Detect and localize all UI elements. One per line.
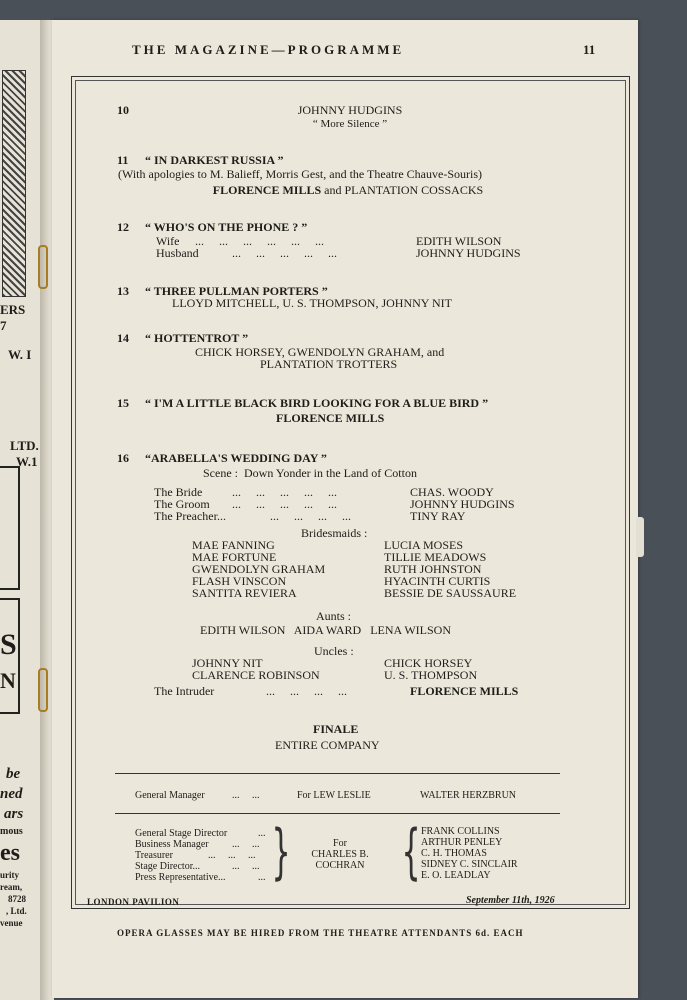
- act-title: “ IN DARKEST RUSSIA ”: [145, 153, 284, 167]
- role-dots: ... ... ... ... ... ...: [195, 234, 324, 248]
- uncle-name: CHICK HORSEY: [384, 656, 473, 670]
- left-ad-box: [0, 466, 20, 590]
- role-actor: JOHNNY HUDGINS: [416, 246, 521, 260]
- left-fragment: ars: [4, 806, 24, 822]
- decorative-border-pattern: [2, 70, 26, 297]
- act-number: 12: [117, 220, 129, 234]
- role-actor: JOHNNY HUDGINS: [410, 497, 515, 511]
- act-number: 11: [117, 153, 129, 167]
- act-performers: [118, 183, 578, 197]
- staff-dots: ... ... ...: [208, 850, 256, 861]
- act-scene: Scene : Down Yonder in the Land of Cotton: [203, 466, 417, 480]
- left-fragment: urity: [0, 870, 19, 880]
- act-title: “ WHO'S ON THE PHONE ? ”: [145, 220, 308, 234]
- act-number: 15: [117, 396, 129, 410]
- role-name: The Groom: [154, 497, 210, 511]
- programme-date: September 11th, 1926: [466, 895, 555, 906]
- act-number: 13: [117, 284, 129, 298]
- bridesmaid-name: TILLIE MEADOWS: [384, 550, 487, 564]
- act-performers: FLORENCE MILLS: [276, 411, 385, 425]
- left-fragment: es: [0, 840, 20, 866]
- bridesmaid-name: MAE FORTUNE: [192, 550, 277, 564]
- staff-for-name: CHARLES B.: [311, 849, 369, 860]
- section-label: Bridesmaids :: [301, 526, 368, 540]
- act-number: 14: [117, 331, 129, 345]
- staff-name: SIDNEY C. SINCLAIR: [421, 859, 518, 870]
- staff-dots: ...: [258, 828, 266, 839]
- act-number: 10: [117, 103, 129, 117]
- bridesmaid-name: HYACINTH CURTIS: [384, 574, 491, 588]
- staff-name: WALTER HERZBRUN: [420, 790, 517, 801]
- aunts-names: EDITH WILSON AIDA WARD LENA WILSON: [200, 623, 451, 637]
- bridesmaid-name: FLASH VINSCON: [192, 574, 287, 588]
- staff-name: E. O. LEADLAY: [421, 870, 491, 881]
- section-label: Aunts :: [316, 609, 352, 623]
- left-fragment: N: [0, 668, 16, 693]
- left-fragment: be: [6, 766, 21, 782]
- staff-role: Press Representative...: [135, 872, 226, 883]
- role-actor: EDITH WILSON: [416, 234, 502, 248]
- role-name: The Preacher...: [154, 509, 226, 523]
- role-name: Wife: [156, 234, 180, 248]
- left-fragment: 7: [0, 318, 7, 333]
- uncle-name: JOHNNY NIT: [192, 656, 263, 670]
- act-title: “ HOTTENTROT ”: [145, 331, 249, 345]
- section-label: Uncles :: [314, 644, 354, 658]
- bridesmaid-name: GWENDOLYN GRAHAM: [192, 562, 326, 576]
- left-fragment: , Ltd.: [6, 906, 27, 916]
- performer-name: FLORENCE MILLS: [212, 183, 322, 197]
- act-title: JOHNNY HUDGINS: [297, 103, 403, 117]
- role-name: The Bride: [154, 485, 203, 499]
- staff-name: FRANK COLLINS: [421, 826, 500, 837]
- staff-role: Treasurer: [135, 850, 173, 861]
- role-name: The Intruder: [154, 684, 215, 698]
- page-tab: [636, 517, 644, 557]
- bridesmaid-name: SANTITA REVIERA: [192, 586, 297, 600]
- staff-name: C. H. THOMAS: [421, 848, 487, 859]
- role-actor: TINY RAY: [410, 509, 466, 523]
- divider: [115, 813, 560, 814]
- bridesmaid-name: RUTH JOHNSTON: [384, 562, 482, 576]
- staff-role: General Manager: [135, 790, 205, 801]
- performer-name: PLANTATION COSSACKS: [344, 183, 484, 197]
- venue-name: LONDON PAVILION: [87, 897, 180, 907]
- act-title: “ I'M A LITTLE BLACK BIRD LOOKING FOR A BLUE BIRD ”: [145, 396, 489, 410]
- running-head: THE MAGAZINE—PROGRAMME: [132, 42, 405, 57]
- staff-role: General Stage Director: [135, 828, 228, 839]
- page-number: 11: [583, 42, 596, 57]
- uncle-name: CLARENCE ROBINSON: [192, 668, 320, 682]
- staff-dots: ... ...: [232, 861, 260, 872]
- act-title: “ARABELLA'S WEDDING DAY ”: [145, 451, 327, 465]
- role-dots: ... ... ... ...: [266, 684, 347, 698]
- role-actor: CHAS. WOODY: [410, 485, 494, 499]
- uncle-name: U. S. THOMPSON: [384, 668, 478, 682]
- brace-open-icon: {: [401, 817, 421, 887]
- left-fragment: W.1: [16, 454, 38, 469]
- left-fragment: LTD.: [10, 438, 39, 453]
- left-fragment: S: [0, 628, 17, 661]
- left-fragment: ERS: [0, 302, 26, 317]
- act-performers: PLANTATION TROTTERS: [260, 357, 398, 371]
- act-subtitle: “ More Silence ”: [312, 118, 388, 130]
- staff-role: Business Manager: [135, 839, 209, 850]
- staple: [38, 245, 48, 289]
- role-name: Husband: [156, 246, 199, 260]
- conjunction: and: [324, 183, 342, 197]
- staff-dots: ...: [258, 872, 266, 883]
- act-performers: LLOYD MITCHELL, U. S. THOMPSON, JOHNNY NIT: [172, 296, 452, 310]
- bridesmaid-name: LUCIA MOSES: [384, 538, 464, 552]
- left-fragment: ream,: [0, 882, 23, 892]
- finale-performers: ENTIRE COMPANY: [275, 738, 380, 752]
- footer-notice: OPERA GLASSES MAY BE HIRED FROM THE THEATRE ATTENDANTS 6d. EACH: [117, 928, 524, 938]
- left-fragment: ned: [0, 786, 23, 802]
- role-dots: ... ... ... ... ...: [232, 246, 337, 260]
- staff-dots: ... ...: [232, 839, 260, 850]
- act-number: 16: [117, 451, 129, 465]
- role-dots: ... ... ... ... ...: [232, 497, 337, 511]
- act-performers: CHICK HORSEY, GWENDOLYN GRAHAM, and: [195, 345, 445, 359]
- left-fragment: venue: [0, 918, 23, 928]
- left-fragment: 8728: [8, 894, 26, 904]
- staff-name: ARTHUR PENLEY: [421, 837, 503, 848]
- left-fragment: mous: [0, 826, 23, 837]
- role-actor: FLORENCE MILLS: [410, 684, 519, 698]
- staff-for: For: [333, 838, 347, 849]
- staff-dots: ... ...: [232, 790, 260, 801]
- brace-close-icon: }: [271, 817, 291, 887]
- staff-for-name: COCHRAN: [315, 860, 365, 871]
- staff-for: For LEW LESLIE: [297, 790, 371, 801]
- staff-role: Stage Director...: [135, 861, 200, 872]
- bridesmaid-name: MAE FANNING: [192, 538, 275, 552]
- bridesmaid-name: BESSIE DE SAUSSAURE: [384, 586, 517, 600]
- role-dots: ... ... ... ... ...: [232, 485, 337, 499]
- left-fragment: W. I: [8, 347, 32, 362]
- role-dots: ... ... ... ...: [270, 509, 351, 523]
- staple: [38, 668, 48, 712]
- act-title: “ THREE PULLMAN PORTERS ”: [145, 284, 328, 298]
- act-note: (With apologies to M. Balieff, Morris Gest, and the Theatre Chauve-Souris): [118, 167, 482, 181]
- finale-title: FINALE: [313, 722, 359, 736]
- divider: [115, 773, 560, 774]
